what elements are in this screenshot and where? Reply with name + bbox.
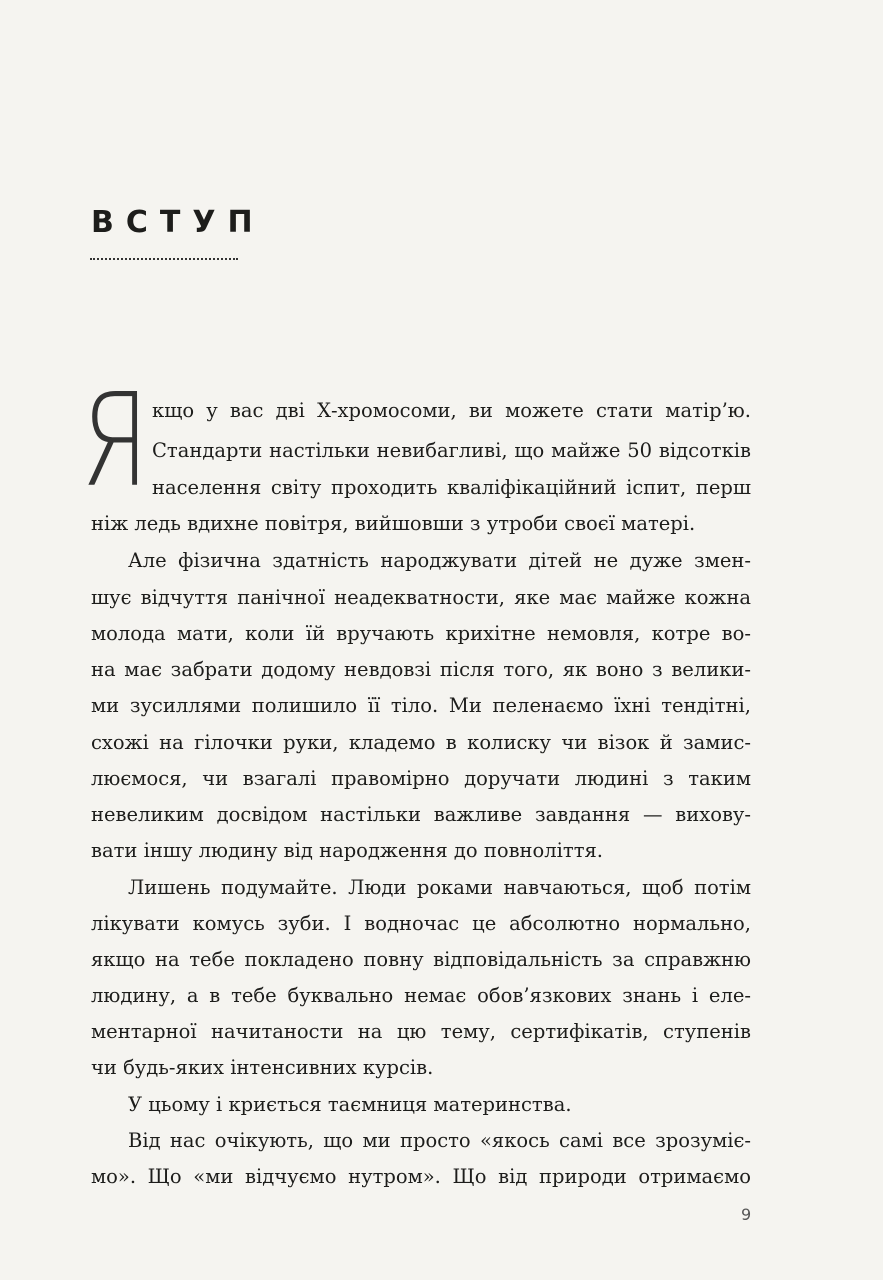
text-line: мо». Що «ми відчуємо нутром». Що від природи отримаємо [91, 1165, 751, 1188]
text-line: Але фізична здатність народжувати дітей не дуже змен- [128, 549, 751, 572]
text-line: молода мати, коли їй вручають крихітне немовля, котре во- [91, 622, 751, 645]
text-line: ментарної начитаности на цю тему, сертифікатів, ступенів [91, 1020, 751, 1043]
text-line: схожі на гілочки руки, кладемо в колиску чи візок й замис- [91, 731, 751, 754]
text-line: якщо на тебе покладено повну відповідальність за справжню [91, 948, 751, 971]
text-line: ми зусиллями полишило її тіло. Ми пеленаємо їхні тендітні, [91, 694, 751, 717]
text-line: лікувати комусь зуби. І водночас це абсолютно нормально, [91, 912, 751, 935]
text-line: У цьому і криється таємниця материнства. [128, 1093, 572, 1116]
chapter-title: ВСТУП [91, 205, 265, 240]
text-line: люємося, чи взагалі правомірно доручати людині з таким [91, 767, 751, 790]
text-line: людину, а в тебе буквально немає обов’язкових знань і еле- [91, 984, 751, 1007]
text-line: ніж ледь вдихне повітря, вийшовши з утроби своєї матері. [91, 512, 696, 535]
text-line: невеликим досвідом настільки важливе завдання — вихову- [91, 803, 751, 826]
page-number: 9 [741, 1205, 752, 1224]
text-line: Стандарти настільки невибагливі, що майже 50 відсотків [152, 439, 751, 462]
text-line: на має забрати додому невдовзі після того, як воно з велики- [91, 658, 751, 681]
text-line: населення світу проходить кваліфікаційний іспит, перш [152, 476, 751, 499]
text-line: Від нас очікують, що ми просто «якось самі все зрозуміє- [128, 1129, 751, 1152]
text-line: шує відчуття панічної неадекватности, яке має майже кожна [91, 586, 751, 609]
text-line: чи будь-яких інтенсивних курсів. [91, 1056, 434, 1079]
text-line: вати іншу людину від народження до повноліття. [91, 839, 603, 862]
title-dotted-rule [90, 258, 238, 260]
drop-cap: Я [80, 367, 150, 516]
text-line: Лишень подумайте. Люди роками навчаються, щоб потім [128, 876, 751, 899]
text-line: кщо у вас дві Х-хромосоми, ви можете стати матір’ю. [152, 399, 751, 422]
